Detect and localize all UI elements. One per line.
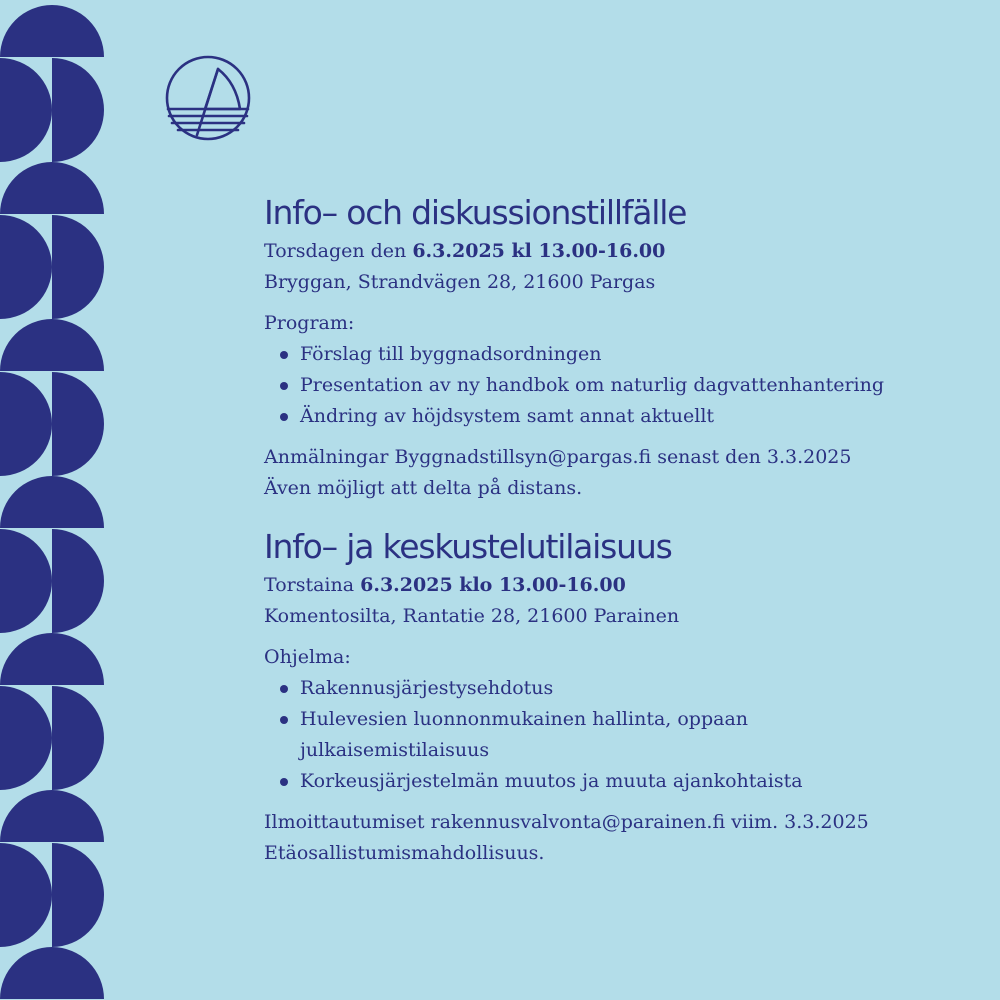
pattern-half-right xyxy=(52,686,104,790)
program-item: Korkeusjärjestelmän muutos ja muuta ajankohtaista xyxy=(300,766,974,797)
registration-info: Ilmoittautumiset rakennusvalvonta@parainen.fi viim. 3.3.2025 xyxy=(264,811,869,833)
remote-participation: Etäosallistumismahdollisuus. xyxy=(264,842,545,864)
decorative-semicircle-pattern xyxy=(0,0,110,1000)
pattern-half-right xyxy=(52,215,104,319)
event-section-swedish xyxy=(264,190,974,504)
pattern-dome xyxy=(0,162,104,214)
pattern-dome xyxy=(0,947,104,999)
date-time: 6.3.2025 kl 13.00-16.00 xyxy=(412,240,666,262)
pattern-half-left xyxy=(0,58,52,162)
pattern-half-left xyxy=(0,686,52,790)
date-prefix: Torstaina xyxy=(264,574,361,596)
pattern-dome xyxy=(0,319,104,371)
date-prefix: Torsdagen den xyxy=(264,240,413,262)
program-item: Hulevesien luonnonmukainen hallinta, oppaan julkaisemistilaisuus xyxy=(300,704,820,766)
program-list xyxy=(264,673,974,797)
pattern-half-right xyxy=(52,529,104,633)
pattern-dome xyxy=(0,790,104,842)
pattern-half-left xyxy=(0,843,52,947)
program-item: Ändring av höjdsystem samt annat aktuellt xyxy=(300,401,974,432)
event-location: Bryggan, Strandvägen 28, 21600 Pargas xyxy=(264,271,656,293)
date-time: 6.3.2025 klo 13.00-16.00 xyxy=(360,574,626,596)
pattern-dome xyxy=(0,633,104,685)
program-list xyxy=(264,339,974,432)
sailboat-logo-icon xyxy=(163,53,253,143)
pattern-half-right xyxy=(52,372,104,476)
event-section-finnish xyxy=(264,524,974,869)
pattern-half-left xyxy=(0,529,52,633)
pattern-half-right xyxy=(52,58,104,162)
program-label: Ohjelma: xyxy=(264,646,351,668)
section-title: Info– ja keskustelutilaisuus xyxy=(264,527,672,566)
registration-info: Anmälningar Byggnadstillsyn@pargas.fi senast den 3.3.2025 xyxy=(264,446,852,468)
event-date xyxy=(264,236,974,267)
event-date xyxy=(264,570,974,601)
section-title: Info– och diskussionstillfälle xyxy=(264,193,687,232)
program-label: Program: xyxy=(264,312,355,334)
pattern-half-right xyxy=(52,843,104,947)
program-item: Rakennusjärjestysehdotus xyxy=(300,673,974,704)
pattern-dome xyxy=(0,476,104,528)
pattern-half-left xyxy=(0,372,52,476)
pattern-dome xyxy=(0,5,104,57)
program-item: Presentation av ny handbok om naturlig dagvattenhantering xyxy=(300,370,974,401)
event-location: Komentosilta, Rantatie 28, 21600 Parainen xyxy=(264,605,680,627)
event-info-content xyxy=(264,190,974,869)
pattern-half-left xyxy=(0,215,52,319)
remote-participation: Även möjligt att delta på distans. xyxy=(264,477,583,499)
program-item: Förslag till byggnadsordningen xyxy=(300,339,974,370)
